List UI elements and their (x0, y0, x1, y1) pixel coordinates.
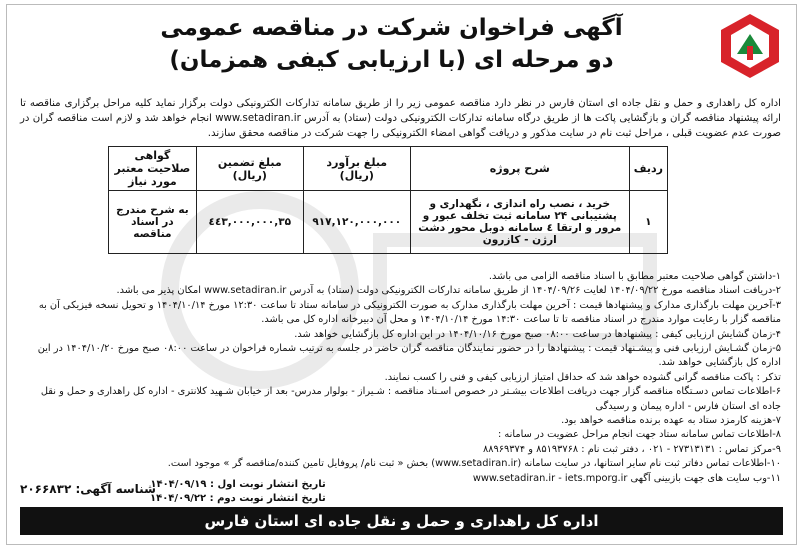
cell-guarantee: ۳۵,٤٤۳,۰۰۰,۰۰۰ (196, 191, 303, 254)
list-item: ۵-زمان گشـایش ارزیابی فنی و پیشـنهاد قیمت : پیشنهادها را در حضور نمایندگان مناقصه گران حاضر در جلسه به ترتیب شماره فراخوان در ساعت ۰۸:۰۰ صبح مورخ ۱۴۰۴/۱۰/۲۰ در این اداره کل بازگشایی خواهد شد. (37, 343, 781, 369)
cell-cert: به شرح مندرج در اسناد مناقصه (109, 191, 197, 254)
publish-date-second: تاریخ انتشار نوبت دوم : ۱۴۰۴/۰۹/۲۲ (150, 493, 326, 504)
publish-dates (150, 478, 326, 506)
conditions-list (20, 270, 781, 486)
page-title (140, 12, 643, 76)
col-cert: گواهی صلاحیت معتبر مورد نیاز (109, 147, 197, 191)
publish-date-first: تاریخ انتشار نوبت اول : ۱۴۰۴/۰۹/۱۹ (150, 479, 326, 490)
list-item: ۶-اطلاعات تماس دسـتگاه مناقصه گزار جهت دریافت اطلاعات بیشـتر در خصوص اسـناد مناقصه : شـیراز - بولوار مدرس- بعد از خیابان شـهید کلانتری - اداره کل راهداری و حمل و نقل جاده ای استان فارس - اداره پیمان و رسیدگی (40, 386, 781, 412)
list-item: ۱۱-وب سایت های جهت بازبینی آگهی www.setadiran.ir - iets.mporg.ir (472, 472, 781, 484)
list-item: ۷-هزینه کارمزد ستاد به عهده برنده مناقصه خواهد بود. (561, 415, 781, 427)
cell-desc: خرید ، نصب راه اندازی ، نگهداری و پشتیبانی ۲۴ سامانه ثبت تخلف عبور و مرور و ارتقا ٤ سامانه دوبل محور دشت ارژن - کازرون (410, 191, 629, 254)
table-row (109, 191, 668, 254)
list-item: ۹-مرکز تماس : ۲۷۳۱۳۱۳۱ - ۰۲۱ ، دفتر ثبت نام : ۸۵۱۹۳۷۶۸ و ۸۸۹۶۹۳۷۴ (482, 443, 781, 455)
notice-id: شناسه آگهی: ۲۰۶۶۸۳۲ (20, 482, 156, 496)
col-guarantee: مبلغ تضمین (ریال) (196, 147, 303, 191)
footer-organization: اداره کل راهداری و حمل و نقل جاده ای استان فارس (20, 507, 783, 535)
list-item: ۱۰-اطلاعات تماس دفاتر ثبت نام سایر استانها، در سایت سامانه (www.setadiran.ir) بخش « ثبت نام/ پروفایل تامین کننده/مناقصه گر » موجود است. (167, 458, 781, 470)
list-item: تذکر : پاکت مناقصه گرانی گشوده خواهد شد که حداقل امتیاز ارزیابی کیفی و فنی را کسب نمایند. (384, 371, 781, 383)
cell-row: ۱ (629, 191, 667, 254)
list-item: ۲-دریافت اسناد مناقصه مورخ ۱۴۰۴/۰۹/۲۲ لغایت ۱۴۰۴/۰۹/۲۶ از طریق سامانه تدارکات الکترونیکی دولت (ستاد) به آدرس www.setadiran.ir امکان پذیر می باشد. (116, 285, 781, 297)
list-item: ۱-داشتن گواهی صلاحیت معتبر مطابق با اسناد مناقصه الزامی می باشد. (488, 271, 781, 282)
list-item: ۴-زمان گشایش ارزیابی کیفی : پیشنهادها در ساعت ۰۸:۰۰ صبح مورخ ۱۴۰۴/۱۰/۱۶ در این اداره کل بازگشایی خواهد شد. (294, 328, 781, 340)
header (20, 8, 783, 86)
organization-logo (717, 10, 783, 82)
intro-paragraph: اداره کل راهداری و حمل و نقل جاده ای استان فارس در نظر دارد مناقصه عمومی زیر را از طریق سامانه تدارکات الکترونیکی دولت برگزار نماید کلیه مراحل برگزاری مناقصه تا ارائه پیشنهاد مناقصه گران و بازگشایی پاکت ها از طریق درگاه سامانه تدارکات الکترونیکی دولت (ستاد) به آدرس www.setadiran.ir انجام خواهد شد و لازم است مناقصه گران در صورت عدم عضویت قبلی ، مراحل ثبت نام در سایت مذکور و دریافت گواهی امضاء الکترونیکی را جهت شرکت در مناقصه محقق سازند. (20, 98, 781, 139)
col-row: ردیف (629, 147, 667, 191)
col-desc: شرح پروژه (410, 147, 629, 191)
list-item: ۳-آخرین مهلت بارگذاری مدارک و پیشنهادها قیمت : آخرین مهلت بارگذاری مدارک به صورت الکترونیکی در سامانه ستاد تا ساعت ۱۲:۳۰ مورخ ۱۴۰۴/۱۰/۱۴ و تحویل نسخه فیزیکی آن به مناقصه گزار با رعایت موارد مندرج در اسناد مناقصه تا تا ساعت ۱۴:۳۰ مورخ ۱۴۰۴/۱۰/۱۴ و محل آن دبیرخانه اداره کل می باشد. (38, 299, 781, 326)
table-header-row (109, 147, 668, 191)
cell-estimate: ۹۱۷,۱۲۰,۰۰۰,۰۰۰ (303, 191, 410, 254)
col-estimate: مبلغ برآورد (ریال) (303, 147, 410, 191)
project-table (108, 146, 668, 254)
title-line-2: دو مرحله ای (با ارزیابی کیفی همزمان) (169, 47, 614, 73)
list-item: ۸-اطلاعات تماس سامانه ستاد جهت انجام مراحل عضویت در سامانه : (497, 429, 781, 441)
title-line-1: آگهی فراخوان شرکت در مناقصه عمومی (160, 15, 623, 41)
